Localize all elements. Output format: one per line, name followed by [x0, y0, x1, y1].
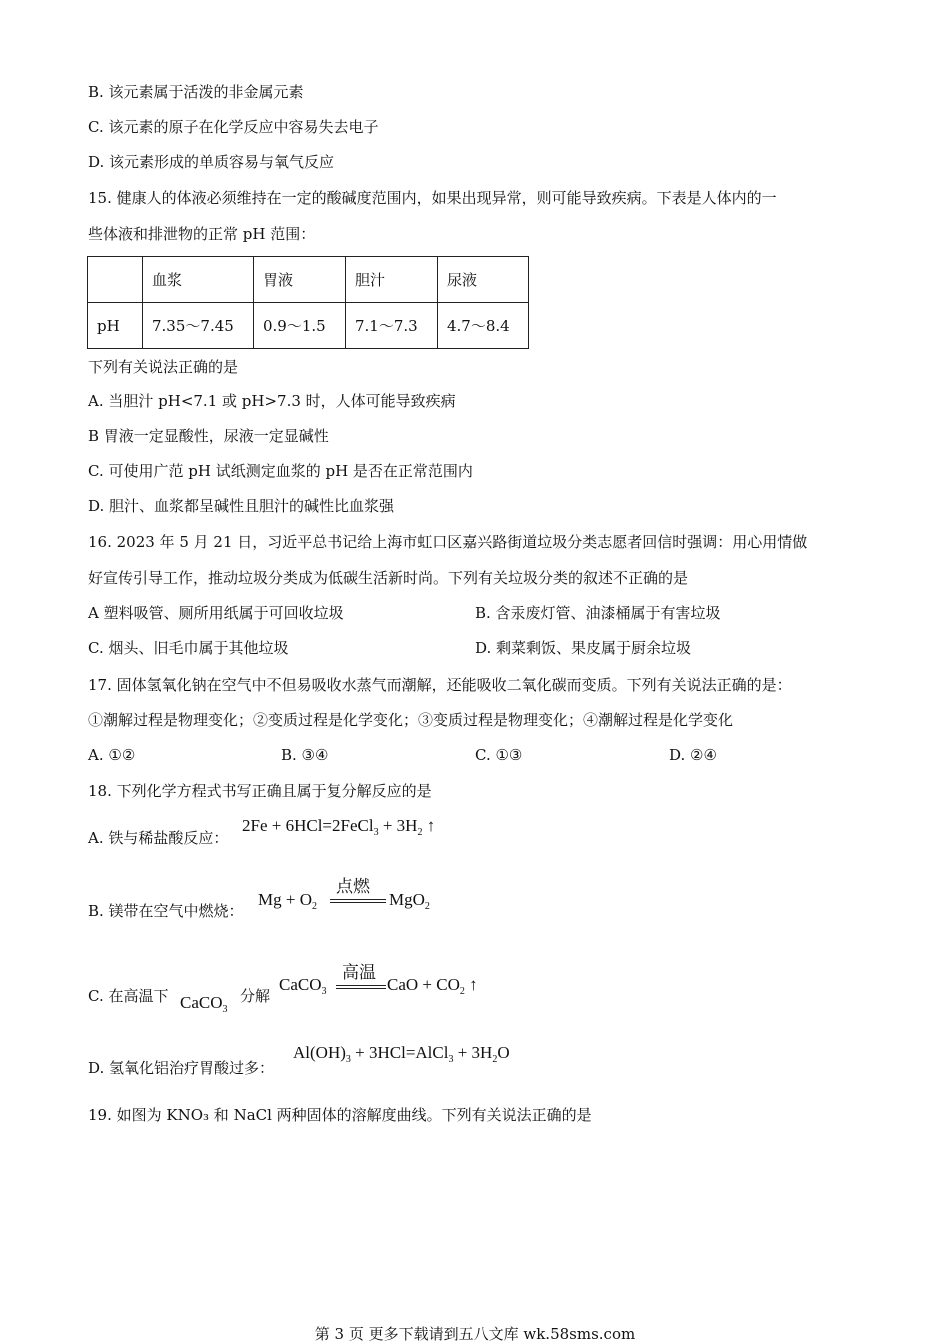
q15-option-a: A. 当胆汁 pH<7.1 或 pH>7.3 时，人体可能导致疾病: [88, 392, 456, 410]
q16-stem-line2: 好宣传引导工作，推动垃圾分类成为低碳生活新时尚。下列有关垃圾分类的叙述不正确的是: [88, 569, 689, 587]
table-cell: 7.35～7.45: [143, 303, 254, 349]
q18-option-c-subject: CaCO$_3$: [180, 993, 228, 1015]
q16-stem-line1: 16. 2023 年 5 月 21 日，习近平总书记给上海市虹口区嘉兴路街道垃圾分类志愿者回信时强调：用心用情做: [88, 533, 808, 551]
q16-option-b: B. 含汞废灯管、油漆桶属于有害垃圾: [475, 604, 721, 622]
q15-option-b: B 胃液一定显酸性，尿液一定显碱性: [88, 427, 329, 445]
table-cell: pH: [88, 303, 143, 349]
q17-option-a: A. ①②: [88, 746, 136, 764]
table-row: [88, 303, 529, 349]
q18-option-b-product: MgO$_2$: [389, 890, 430, 912]
q17-option-b: B. ③④: [281, 746, 329, 764]
table-cell: 0.9～1.5: [254, 303, 346, 349]
table-cell: 4.7～8.4: [438, 303, 529, 349]
page-footer: 第 3 页 更多下载请到五八文库 wk.58sms.com: [314, 1325, 636, 1343]
q14-option-d: D. 该元素形成的单质容易与氧气反应: [88, 153, 335, 171]
q18-option-c-condition: 高温: [342, 963, 376, 983]
q19-stem: 19. 如图为 KNO₃ 和 NaCl 两种固体的溶解度曲线。下列有关说法正确的是: [88, 1106, 592, 1124]
q18-option-b-reactants: $Mg + O_2$: [258, 890, 317, 912]
q14-option-c: C. 该元素的原子在化学反应中容易失去电子: [88, 118, 379, 136]
q18-option-c-label-post: 分解: [240, 987, 271, 1005]
q15-stem-line2: 些体液和排泄物的正常 pH 范围：: [88, 225, 316, 243]
q18-option-c-reactant: CaCO$_3$: [279, 975, 327, 997]
q15-option-c: C. 可使用广范 pH 试纸测定血浆的 pH 是否在正常范围内: [88, 462, 473, 480]
table-cell: 7.1～7.3: [346, 303, 438, 349]
table-cell: 尿液: [438, 257, 529, 303]
reaction-equals-sign: [336, 985, 386, 989]
q18-option-b-label: B. 镁带在空气中燃烧：: [88, 902, 244, 920]
q15-question: 下列有关说法正确的是: [88, 358, 239, 376]
q18-option-a-equation: 2Fe + 6HCl=2FeCl$_3$ + $3H_2$ ↑: [242, 816, 436, 838]
q16-option-d: D. 剩菜剩饭、果皮属于厨余垃圾: [475, 639, 692, 657]
q15-stem-line1: 15. 健康人的体液必须维持在一定的酸碱度范围内，如果出现异常，则可能导致疾病。下表是人体内的一: [88, 189, 777, 207]
q16-option-c: C. 烟头、旧毛巾属于其他垃圾: [88, 639, 289, 657]
q17-stem: 17. 固体氢氧化钠在空气中不但易吸收水蒸气而潮解，还能吸收二氧化碳而变质。下列有关说法正确的是：: [88, 676, 792, 694]
q17-option-d: D. ②④: [669, 746, 717, 764]
reaction-equals-sign: [330, 899, 386, 903]
table-cell: 血浆: [143, 257, 254, 303]
table-cell: [88, 257, 143, 303]
q18-option-b-condition: 点燃: [336, 877, 370, 897]
q14-option-b: B. 该元素属于活泼的非金属元素: [88, 83, 304, 101]
table-cell: 胃液: [254, 257, 346, 303]
q18-option-d-equation: $Al(OH)_3$ + 3HCl=AlCl$_3$ + $3H_2O$: [293, 1043, 510, 1065]
q18-option-d-label: D. 氢氧化铝治疗胃酸过多：: [88, 1059, 275, 1077]
q18-stem: 18. 下列化学方程式书写正确且属于复分解反应的是: [88, 782, 432, 800]
q18-option-c-products: CaO + $CO_2$ ↑: [387, 975, 478, 997]
q16-option-a: A 塑料吸管、厕所用纸属于可回收垃圾: [88, 604, 344, 622]
q18-option-a-label: A. 铁与稀盐酸反应：: [88, 829, 229, 847]
ph-range-table: [87, 256, 529, 349]
table-header-row: [88, 257, 529, 303]
table-cell: 胆汁: [346, 257, 438, 303]
q17-option-c: C. ①③: [475, 746, 523, 764]
q18-option-c-label-pre: C. 在高温下: [88, 987, 169, 1005]
q15-option-d: D. 胆汁、血浆都呈碱性且胆汁的碱性比血浆强: [88, 497, 395, 515]
q17-statements: ①潮解过程是物理变化；②变质过程是化学变化；③变质过程是物理变化；④潮解过程是化学变化: [88, 711, 734, 729]
